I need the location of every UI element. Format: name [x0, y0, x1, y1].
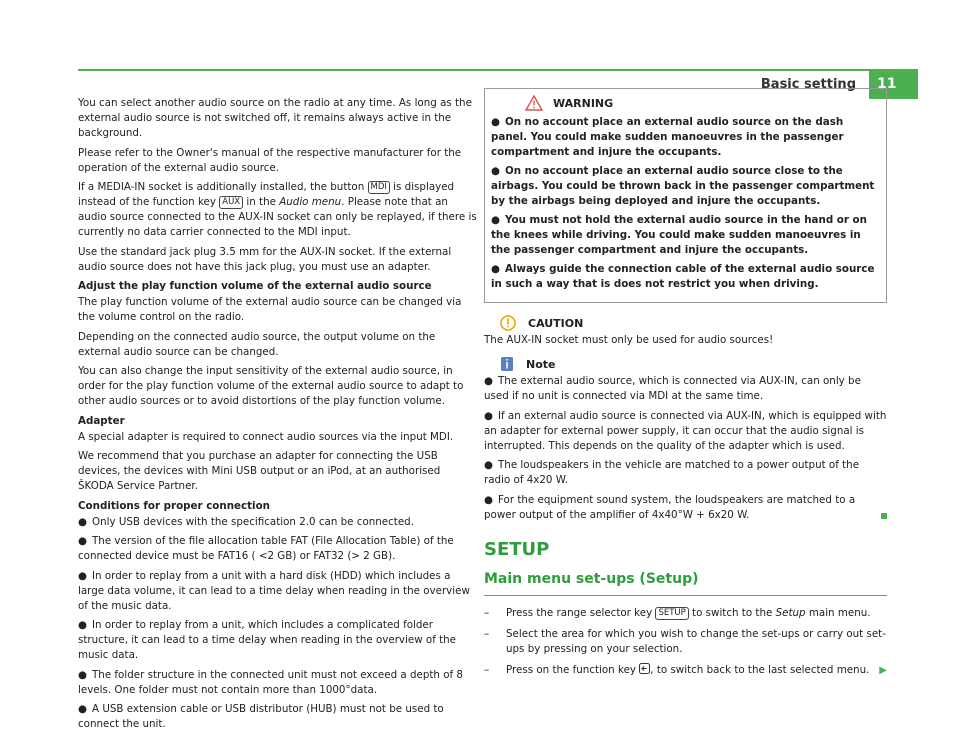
subheading-conditions: Conditions for proper connection — [78, 499, 270, 512]
caution-header — [500, 313, 887, 333]
warning-item: ● Always guide the connection cable of the external audio source in such a way that is does not restrict you when driving. — [491, 263, 875, 290]
list-item: ● In order to replay from a unit, which includes a complicated folder structure, it can lead to a time delay when reading in the overview of the music data. — [78, 619, 457, 661]
page-number: 11 — [869, 69, 918, 99]
note-title: Note — [526, 357, 556, 371]
subheading-volume: Adjust the play function volume of the external audio source — [78, 280, 432, 292]
subheading-adapter: Adapter — [78, 414, 125, 427]
paragraph: Please refer to the Owner's manual of the respective manufacturer for the operation of the external audio source. — [78, 146, 462, 174]
setup-key: SETUP — [655, 607, 688, 620]
note-header — [500, 354, 887, 374]
setup-heading: SETUP — [484, 538, 550, 560]
note-item: ● The external audio source, which is connected via AUX-IN, can only be used if no unit is connected via MDI at the same time. — [484, 375, 861, 402]
paragraph: A special adapter is required to connect audio sources via the input MDI. — [78, 430, 454, 443]
section-end-marker — [881, 513, 887, 519]
left-column — [78, 96, 478, 737]
warning-item: ● On no account place an external audio source close to the airbags. You could be thrown back in the passenger compartment by the airbags being deployed and injure the occupants. — [491, 165, 875, 207]
setup-step: – Press on the function key , to switch back to the last selected menu. ▶ — [484, 663, 887, 676]
list-item: ● A USB extension cable or USB distributor (HUB) must not be used to connect the unit. — [78, 703, 444, 730]
list-item: ● In order to replay from a unit with a hard disk (HDD) which includes a large data volume, it can lead to a time delay when reading in the overview of the music data. — [78, 569, 470, 612]
note-item: ● If an external audio source is connected via AUX-IN, which is equipped with an adapter for external power supply, it can occur that the audio signal is interrupted. This depends on the quality of the adapter which is used. — [484, 409, 887, 452]
list-item: ● The folder structure in the connected unit must not exceed a depth of 8 levels. One folder must not contain more than 1000°data. — [78, 668, 463, 696]
setup-step: – Select the area for which you wish to change the set-ups or carry out set-ups by pressing on your selection. — [484, 627, 886, 655]
paragraph: If a MEDIA-IN socket is additionally installed, the button MDI is displayed instead of the function key AUX in the Audio menu. Please note that an audio source connected to the AUX-IN socket can only be replayed, if there is currently no data carrier connected to the MDI input. — [78, 181, 477, 238]
continue-arrow-icon: ▶ — [879, 664, 887, 676]
mdi-key: MDI — [368, 181, 390, 194]
paragraph: You can also change the input sensitivity of the external audio source, in order for the play function volume of the external audio source to adapt to other audio sources or to avoid distortions of the play function volume. — [78, 365, 464, 407]
paragraph: We recommend that you purchase an adapter for connecting the USB devices, the devices with Mini USB output or an iPod, at an authorised ŠKODA Service Partner. — [78, 450, 441, 492]
warning-title: WARNING — [553, 96, 614, 110]
paragraph: Depending on the connected audio source, the output volume on the external audio source can be changed. — [78, 330, 436, 358]
paragraph: The play function volume of the external audio source can be changed via the volume control on the radio. — [78, 296, 462, 323]
right-column — [484, 88, 887, 684]
caution-text: The AUX-IN socket must only be used for audio sources! — [484, 334, 774, 346]
setup-step: – Press the range selector key SETUP to switch to the Setup main menu. — [484, 606, 871, 619]
aux-key: AUX — [219, 196, 243, 209]
paragraph: You can select another audio source on the radio at any time. As long as the external audio source is not switched off, it remains always active in the background. — [78, 97, 472, 139]
setup-subheading: Main menu set-ups (Setup) — [484, 569, 887, 596]
caution-icon — [500, 315, 516, 331]
paragraph: Use the standard jack plug 3.5 mm for the AUX-IN socket. If the external audio source does not have this jack plug, you must use an adapter. — [78, 245, 452, 273]
list-item: ● The version of the file allocation table FAT (File Allocation Table) of the connected device must be FAT16 ( <2 GB) or FAT32 (> 2 GB). — [78, 535, 454, 562]
list-item: ● Only USB devices with the specification 2.0 can be connected. — [78, 515, 414, 528]
warning-item: ● On no account place an external audio source on the dash panel. You could make sudden manoeuvres in the passenger compartment and injure the occupants. — [491, 116, 844, 158]
note-item: ● For the equipment sound system, the loudspeakers are matched to a power output of the amplifier of 4x40°W + 6x20 W. — [484, 493, 887, 523]
warning-header — [491, 91, 880, 115]
section-title: Basic setting — [760, 77, 856, 92]
note-item: ● The loudspeakers in the vehicle are matched to a power output of the radio of 4x20 W. — [484, 459, 860, 486]
header-rule — [78, 69, 918, 71]
back-arrow-icon — [639, 663, 650, 674]
warning-box — [484, 88, 887, 303]
warning-triangle-icon — [525, 95, 543, 111]
note-info-icon — [500, 356, 514, 372]
warning-item: ● You must not hold the external audio source in the hand or on the knees while driving. You could make sudden manoeuvres in the passenger compartment and injure the occupants. — [491, 214, 867, 256]
caution-title: CAUTION — [528, 316, 584, 330]
